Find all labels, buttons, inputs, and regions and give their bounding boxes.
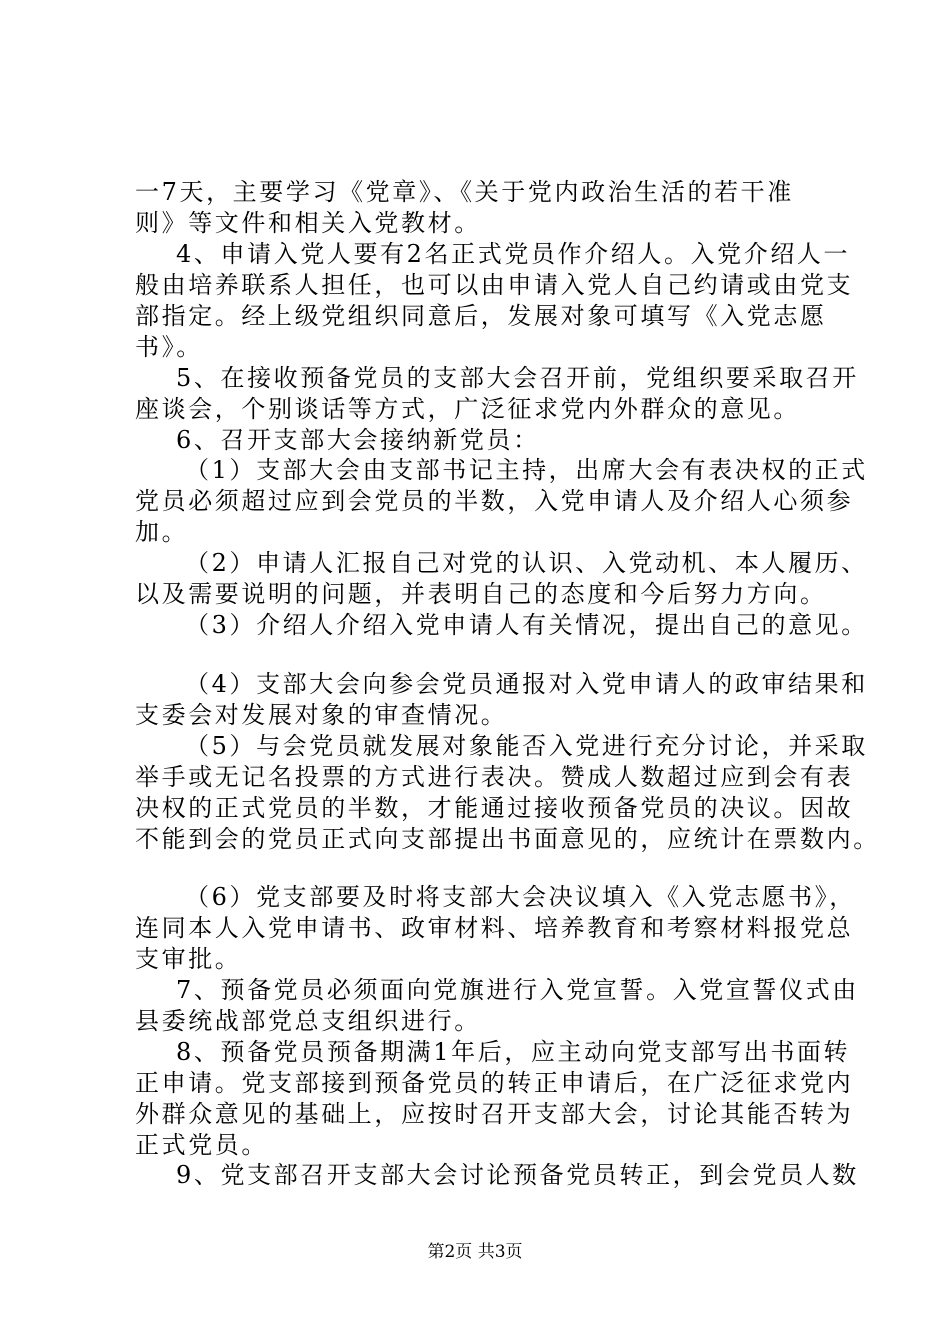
text-line: 正式党员。 bbox=[135, 1131, 268, 1159]
text-line: 5、在接收预备党员的支部大会召开前，党组织要采取召开 bbox=[176, 364, 859, 392]
text-line: （2）申请人汇报自己对党的认识、入党动机、本人履历、 bbox=[185, 549, 868, 577]
text-line: 6、召开支部大会接纳新党员： bbox=[176, 426, 540, 454]
text-line: 党员必须超过应到会党员的半数，入党申请人及介绍人心须参 bbox=[135, 487, 854, 515]
text-line: 县委统战部党总支组织进行。 bbox=[135, 1007, 481, 1035]
text-line: 连同本人入党申请书、政审材料、培养教育和考察材料报党总 bbox=[135, 914, 854, 942]
text-line: 外群众意见的基础上，应按时召开支部大会，讨论其能否转为 bbox=[135, 1100, 854, 1128]
text-line: 决权的正式党员的半数，才能通过接收预备党员的决议。因故 bbox=[135, 794, 854, 822]
text-line: （3）介绍人介绍入党申请人有关情况，提出自己的意见。 bbox=[185, 611, 868, 639]
text-line: 支审批。 bbox=[135, 945, 242, 973]
text-line: 支委会对发展对象的审查情况。 bbox=[135, 701, 508, 729]
page-number-footer: 第2页 共3页 bbox=[427, 1242, 523, 1262]
text-line: 举手或无记名投票的方式进行表决。赞成人数超过应到会有表 bbox=[135, 763, 854, 791]
text-line: 一7天，主要学习《党章》、《关于党内政治生活的若干准 bbox=[135, 178, 794, 206]
text-line: （4）支部大会向参会党员通报对入党申请人的政审结果和 bbox=[185, 670, 868, 698]
text-line: 部指定。经上级党组织同意后，发展对象可填写《入党志愿 bbox=[135, 302, 827, 330]
text-line: 座谈会，个别谈话等方式，广泛征求党内外群众的意见。 bbox=[135, 395, 800, 423]
text-line: 7、预备党员必须面向党旗进行入党宣誓。入党宣誓仪式由 bbox=[176, 976, 859, 1004]
text-line: （6）党支部要及时将支部大会决议填入《入党志愿书》， bbox=[185, 883, 856, 911]
text-line: 加。 bbox=[135, 518, 189, 546]
text-line: 不能到会的党员正式向支部提出书面意见的，应统计在票数内。 bbox=[135, 825, 880, 853]
text-line: 以及需要说明的问题，并表明自己的态度和今后努力方向。 bbox=[135, 580, 827, 608]
text-line: 般由培养联系人担任，也可以由申请入党人自己约请或由党支 bbox=[135, 271, 854, 299]
text-line: 9、党支部召开支部大会讨论预备党员转正，到会党员人数 bbox=[176, 1161, 859, 1189]
text-line: （5）与会党员就发展对象能否入党进行充分讨论，并采取 bbox=[185, 732, 868, 760]
text-line: 正申请。党支部接到预备党员的转正申请后，在广泛征求党内 bbox=[135, 1069, 854, 1097]
text-line: 8、预备党员预备期满1年后，应主动向党支部写出书面转 bbox=[176, 1038, 851, 1066]
text-line: （1）支部大会由支部书记主持，出席大会有表决权的正式 bbox=[185, 456, 868, 484]
text-line: 书》。 bbox=[135, 333, 203, 361]
text-line: 则》等文件和相关入党教材。 bbox=[135, 209, 481, 237]
text-line: 4、申请入党人要有2名正式党员作介绍人。入党介绍人一 bbox=[176, 240, 851, 268]
